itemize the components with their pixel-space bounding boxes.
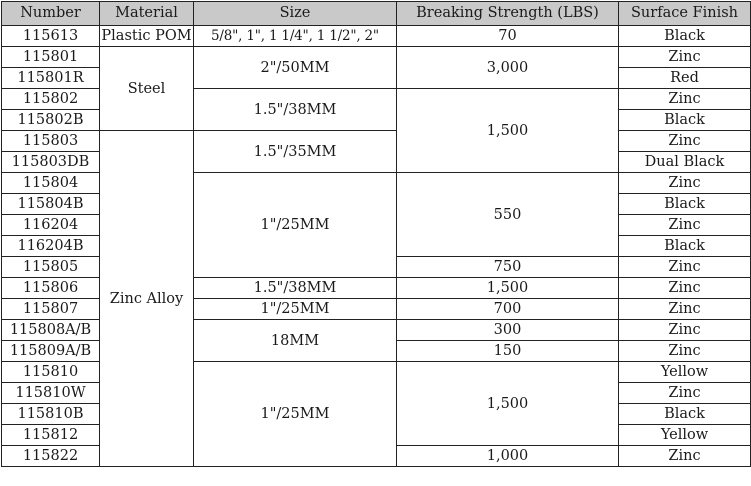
number-cell: 115810W <box>2 383 100 404</box>
number-cell: 115804 <box>2 173 100 194</box>
finish-cell: Zinc <box>619 446 751 467</box>
strength-cell: 70 <box>397 26 619 47</box>
finish-cell: Zinc <box>619 383 751 404</box>
finish-cell: Black <box>619 110 751 131</box>
strength-cell: 700 <box>397 299 619 320</box>
number-cell: 115613 <box>2 26 100 47</box>
header-number: Number <box>2 2 100 26</box>
finish-cell: Zinc <box>619 278 751 299</box>
number-cell: 115809A/B <box>2 341 100 362</box>
number-cell: 115810B <box>2 404 100 425</box>
number-cell: 115804B <box>2 194 100 215</box>
number-cell: 115807 <box>2 299 100 320</box>
number-cell: 115802B <box>2 110 100 131</box>
finish-cell: Dual Black <box>619 152 751 173</box>
strength-cell: 3,000 <box>397 47 619 89</box>
material-cell: Zinc Alloy <box>100 131 194 467</box>
table-row <box>2 26 751 47</box>
number-cell: 115808A/B <box>2 320 100 341</box>
number-cell: 115822 <box>2 446 100 467</box>
size-cell: 1"/25MM <box>194 299 397 320</box>
size-cell: 1.5"/35MM <box>194 131 397 173</box>
finish-cell: Yellow <box>619 425 751 446</box>
size-cell: 18MM <box>194 320 397 362</box>
size-cell: 1"/25MM <box>194 173 397 278</box>
table-body <box>2 26 751 467</box>
number-cell: 115812 <box>2 425 100 446</box>
strength-cell: 150 <box>397 341 619 362</box>
finish-cell: Yellow <box>619 362 751 383</box>
strength-cell: 1,500 <box>397 278 619 299</box>
number-cell: 115810 <box>2 362 100 383</box>
number-cell: 115802 <box>2 89 100 110</box>
size-cell: 1.5"/38MM <box>194 89 397 131</box>
strength-cell: 550 <box>397 173 619 257</box>
strength-cell: 300 <box>397 320 619 341</box>
finish-cell: Black <box>619 26 751 47</box>
strength-cell: 1,500 <box>397 362 619 446</box>
finish-cell: Zinc <box>619 257 751 278</box>
finish-cell: Zinc <box>619 320 751 341</box>
header-surface-finish: Surface Finish <box>619 2 751 26</box>
number-cell: 115805 <box>2 257 100 278</box>
product-spec-table <box>1 1 751 467</box>
number-cell: 116204B <box>2 236 100 257</box>
table-row <box>2 47 751 68</box>
header-material: Material <box>100 2 194 26</box>
header-row <box>2 2 751 26</box>
size-cell: 2"/50MM <box>194 47 397 89</box>
finish-cell: Zinc <box>619 299 751 320</box>
finish-cell: Zinc <box>619 341 751 362</box>
size-cell: 1"/25MM <box>194 362 397 467</box>
strength-cell: 1,500 <box>397 89 619 173</box>
table-row <box>2 131 751 152</box>
finish-cell: Zinc <box>619 173 751 194</box>
strength-cell: 750 <box>397 257 619 278</box>
finish-cell: Black <box>619 236 751 257</box>
finish-cell: Black <box>619 194 751 215</box>
material-cell: Steel <box>100 47 194 131</box>
finish-cell: Zinc <box>619 47 751 68</box>
finish-cell: Black <box>619 404 751 425</box>
number-cell: 115803 <box>2 131 100 152</box>
finish-cell: Red <box>619 68 751 89</box>
header-breaking-strength: Breaking Strength (LBS) <box>397 2 619 26</box>
material-cell: Plastic POM <box>100 26 194 47</box>
finish-cell: Zinc <box>619 215 751 236</box>
table-header <box>2 2 751 26</box>
number-cell: 115801 <box>2 47 100 68</box>
strength-cell: 1,000 <box>397 446 619 467</box>
size-cell: 1.5"/38MM <box>194 278 397 299</box>
size-cell: 5/8", 1", 1 1/4", 1 1/2", 2" <box>194 26 397 47</box>
finish-cell: Zinc <box>619 89 751 110</box>
finish-cell: Zinc <box>619 131 751 152</box>
number-cell: 115801R <box>2 68 100 89</box>
number-cell: 115803DB <box>2 152 100 173</box>
header-size: Size <box>194 2 397 26</box>
number-cell: 115806 <box>2 278 100 299</box>
number-cell: 116204 <box>2 215 100 236</box>
